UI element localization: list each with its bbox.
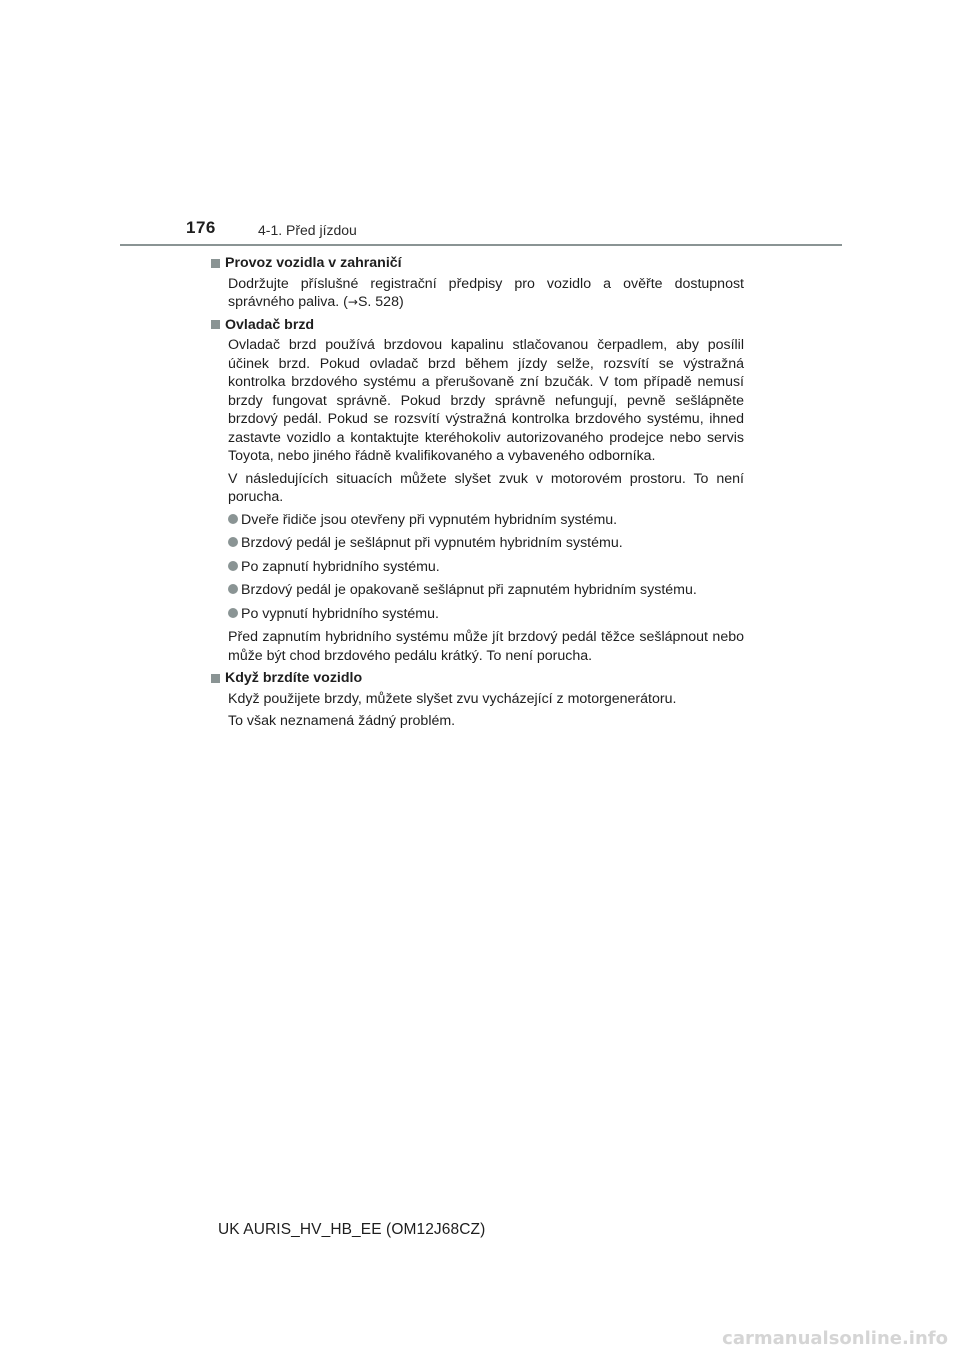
list-item-text: Po zapnutí hybridního systému.	[241, 558, 440, 575]
list-item	[228, 581, 744, 600]
subsection-brake-controller	[210, 316, 744, 666]
list-item-text: Dveře řidiče jsou otevřeny při vypnutém hybridním systému.	[241, 511, 618, 528]
list-item	[228, 511, 744, 530]
paragraph: Ovladač brzd používá brzdovou kapalinu stlačovanou čerpadlem, aby posílil účinek brzd. Pokud ovladač brzd během jízdy selže, rozsvítí se výstražná kontrolka brzdového systému a přerušovaně zní bzučák. V tom případě nemusí brzdy fungovat správně. Pokud brzdy správně nefungují, pevně sešlápněte brzdový pedál. Pokud se rozsvítí výstražná kontrolka brzdového systému, ihned zastavte vozidlo a kontaktujte kteréhokoliv autorizovaného prodejce nebo servis Toyota, nebo jiného řádně kvalifikovaného a vybaveného odborníka.	[228, 337, 744, 464]
subsection-heading-text: Když brzdíte vozidlo	[225, 670, 363, 686]
circle-bullet-icon	[228, 561, 238, 571]
list-item-text: Brzdový pedál je opakovaně sešlápnut při zapnutém hybridním systému.	[241, 582, 697, 598]
subsection-heading	[210, 254, 744, 273]
square-bullet-icon	[211, 259, 220, 268]
list-item	[228, 605, 744, 624]
paragraph	[228, 275, 744, 312]
subsection-heading-text: Ovladač brzd	[225, 316, 315, 333]
circle-bullet-icon	[228, 514, 238, 524]
manual-code-footer: UK AURIS_HV_HB_EE (OM12J68CZ)	[218, 1221, 486, 1238]
circle-bullet-icon	[228, 537, 238, 547]
paragraph: V následujících situacích můžete slyšet zvuk v motorovém prostoru. To není porucha.	[228, 470, 744, 505]
paragraph: Před zapnutím hybridního systému může jít brzdový pedál těžce sešlápnout nebo může být chod brzdového pedálu krátký. To není porucha.	[228, 629, 744, 664]
subsection-abroad	[210, 254, 744, 312]
square-bullet-icon	[211, 674, 220, 683]
subsection-heading	[210, 316, 744, 335]
circle-bullet-icon	[228, 584, 238, 594]
page-reference-link[interactable]: S. 528)	[357, 294, 404, 310]
list-item	[228, 558, 744, 577]
watermark: carmanualsonline.info	[722, 1328, 948, 1349]
square-bullet-icon	[211, 320, 220, 329]
bullet-list	[228, 511, 744, 624]
subsection-heading	[210, 669, 744, 688]
subsection-braking	[210, 669, 744, 731]
list-item-text: Brzdový pedál je sešlápnut při vypnutém hybridním systému.	[241, 535, 623, 551]
subsection-heading-text: Provoz vozidla v zahraničí	[225, 255, 402, 271]
section-title: 4-1. Před jízdou	[258, 222, 357, 238]
page-header	[0, 0, 960, 250]
paragraph: Když použijete brzdy, můžete slyšet zvu vycházející z motorgenerátoru.	[228, 690, 677, 707]
paragraph-text: Dodržujte příslušné registrační předpisy pro vozidlo a ověřte dostupnost správného paliva. (	[228, 275, 744, 310]
list-item	[228, 534, 744, 553]
header-divider	[120, 244, 842, 246]
page-number: 176	[186, 218, 216, 237]
circle-bullet-icon	[228, 608, 238, 618]
paragraph: To však neznamená žádný problém.	[228, 713, 456, 729]
arrow-right-icon: →	[347, 295, 358, 309]
list-item-text: Po vypnutí hybridního systému.	[241, 605, 439, 622]
page-content	[210, 254, 744, 735]
